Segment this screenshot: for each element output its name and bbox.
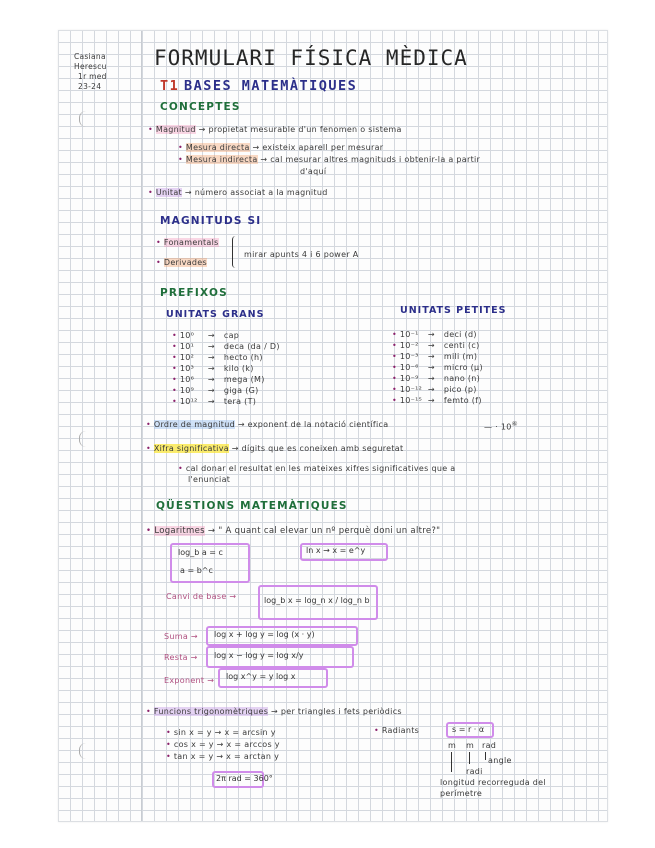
prefix-power: 10⁻⁹ <box>399 374 419 383</box>
perimetre-label: perímetre <box>440 789 483 798</box>
bullet-mark: • <box>392 385 400 394</box>
bullet-mark: • <box>392 374 400 383</box>
arrow-mark: → <box>207 386 215 395</box>
bullet-mark: • <box>172 342 180 351</box>
logaritmes-term: Logaritmes <box>154 526 205 536</box>
prefix-power: 10⁻¹² <box>399 385 423 394</box>
radiants-formula: s = r · α <box>452 725 485 734</box>
margin-line <box>141 31 142 821</box>
arrow-mark: → <box>427 352 435 361</box>
bullet-mark: • <box>172 386 180 395</box>
suma-formula: log x + log y = log (x · y) <box>214 630 315 639</box>
mesura-indirecta-term: Mesura indirecta <box>185 155 258 164</box>
canvi-base-formula: log_b x = log_n x / log_n b <box>264 596 370 605</box>
ordre-def: → exponent de la notació científica <box>237 420 389 429</box>
mesura-indirecta-def: → cal mesurar altres magnituds i obtenir-la a partir <box>260 155 481 164</box>
prefix-row <box>392 396 482 405</box>
logaritmes-item: • Logaritmes → " A quant cal elevar un nº perquè doni un altre?" <box>146 526 441 536</box>
canvi-base-label: Canvi de base → <box>166 592 237 601</box>
magnitud-si-derivades: • Derivades <box>156 258 207 267</box>
bullet-mark: • <box>172 397 180 406</box>
arrow-mark: → <box>207 375 215 384</box>
trig-row: • cos x = y → x = arccos y <box>166 740 280 749</box>
bullet-mark: • <box>392 330 400 339</box>
ordre-term: Ordre de magnitud <box>153 420 235 429</box>
prefix-row <box>172 342 280 351</box>
prefix-name: tera (T) <box>223 397 257 406</box>
bullet-mark: • <box>172 331 180 340</box>
radiants-item: • Radiants <box>374 726 420 735</box>
prefix-row <box>172 364 254 373</box>
magnituds-si-note: mirar apunts 4 i 6 power A <box>244 250 359 259</box>
arrow-mark: → <box>207 331 215 340</box>
arrow-up-mark <box>469 752 470 764</box>
unitat-term: Unitat <box>155 188 182 197</box>
prefix-row <box>172 331 239 340</box>
prefix-row <box>172 375 265 384</box>
trig-term: Funcions trigonomètriques <box>153 707 269 716</box>
prefix-row <box>172 386 259 395</box>
conceptes-heading: CONCEPTES <box>160 101 241 113</box>
binder-hole-mark <box>79 111 86 127</box>
prefix-name: mega (M) <box>223 375 265 384</box>
prefix-power: 10¹ <box>179 342 195 351</box>
bullet-mark: • <box>172 364 180 373</box>
xifra-term: Xifra significativa <box>153 444 229 453</box>
arrow-mark: → <box>427 363 435 372</box>
unitat-def: → número associat a la magnitud <box>184 188 328 197</box>
trig-item: • Funcions trigonomètriques → per triangles i fets periòdics <box>146 707 402 716</box>
prefix-row <box>392 352 477 361</box>
author-surname: Herescu <box>74 62 107 71</box>
radiants-unit: m <box>466 741 475 750</box>
arrow-mark: → <box>427 385 435 394</box>
magnituds-si-heading: MAGNITUDS SI <box>160 215 262 227</box>
radiants-unit: m <box>448 741 457 750</box>
brace-mark <box>232 236 239 268</box>
prefix-power: 10³ <box>179 364 195 373</box>
page-title: FORMULARI FÍSICA MÈDICA <box>154 46 468 70</box>
prefix-row <box>392 374 480 383</box>
prefix-name: centi (c) <box>443 341 480 350</box>
unit-number: T1 <box>160 78 180 94</box>
questions-heading: QÜESTIONS MATEMÀTIQUES <box>156 500 348 512</box>
bullet-mark: • <box>392 363 400 372</box>
mesura-indirecta-item: • Mesura indirecta → cal mesurar altres magnituds i obtenir-la a partir <box>178 155 481 164</box>
prefix-power: 10⁶ <box>179 375 195 384</box>
mesura-directa-def: → existeix aparell per mesurar <box>252 143 384 152</box>
prefix-row <box>392 330 477 339</box>
xifra-item: • Xifra significativa → dígits que es coneixen amb seguretat <box>146 444 404 453</box>
bullet-mark: • <box>172 375 180 384</box>
mesura-directa-term: Mesura directa <box>185 143 250 152</box>
unitats-grans-heading: UNITATS GRANS <box>166 309 265 320</box>
log-formula-2: a = b^c <box>180 566 213 575</box>
ordre-formula: — · 10⑥ <box>484 420 518 432</box>
ln-formula: ln x → x = e^y <box>306 546 366 555</box>
arrow-up-mark <box>451 752 452 772</box>
author-year: 23-24 <box>78 82 102 91</box>
prefix-row <box>172 397 256 406</box>
prefixos-heading: PREFIXOS <box>160 287 228 299</box>
suma-label: Suma → <box>164 632 198 641</box>
prefix-row <box>392 363 483 372</box>
resta-label: Resta → <box>164 653 198 662</box>
exponent-label: Exponent → <box>164 676 215 685</box>
ordre-item: • Ordre de magnitud → exponent de la notació científica <box>146 420 389 429</box>
arrow-mark: → <box>207 364 215 373</box>
prefix-power: 10⁹ <box>179 386 195 395</box>
bullet-mark: • <box>172 353 180 362</box>
arrow-mark: → <box>427 396 435 405</box>
binder-hole-mark <box>79 743 86 759</box>
prefix-name: kilo (k) <box>223 364 254 373</box>
xifra-note-2: l'enunciat <box>188 475 231 484</box>
prefix-power: 10⁻¹ <box>399 330 419 339</box>
prefix-name: mili (m) <box>443 352 478 361</box>
prefix-name: femto (f) <box>443 396 482 405</box>
author-name: Casiana <box>74 52 106 61</box>
trig-def: → per triangles i fets periòdics <box>271 707 402 716</box>
prefix-name: cap <box>223 331 240 340</box>
unitats-petites-heading: UNITATS PETITES <box>400 305 507 316</box>
arrow-mark: → <box>427 374 435 383</box>
prefix-name: deca (da / D) <box>223 342 280 351</box>
prefix-name: deci (d) <box>443 330 477 339</box>
prefix-name: nano (n) <box>443 374 481 383</box>
prefix-power: 10⁻³ <box>399 352 419 361</box>
prefix-name: pico (p) <box>443 385 477 394</box>
author-course: 1r med <box>78 72 107 81</box>
prefix-power: 10⁰ <box>179 331 195 340</box>
magnitud-def: → propietat mesurable d'un fenomen o sistema <box>198 125 402 134</box>
magnitud-item: • Magnitud → propietat mesurable d'un fenomen o sistema <box>148 125 402 134</box>
binder-hole-mark <box>79 431 86 447</box>
resta-formula: log x − log y = log x/y <box>214 651 304 660</box>
prefix-power: 10⁻⁶ <box>399 363 419 372</box>
angle-label: angle <box>488 756 512 765</box>
unitat-item: • Unitat → número associat a la magnitud <box>148 188 328 197</box>
radi-label: radi <box>466 767 483 776</box>
prefix-name: micro (μ) <box>443 363 483 372</box>
magnitud-si-fonamentals: • Fonamentals <box>156 238 219 247</box>
bullet-mark: • <box>392 396 400 405</box>
xifra-note: • cal donar el resultat en les mateixes xifres significatives que a <box>178 464 456 473</box>
prefix-row <box>392 341 480 350</box>
prefix-power: 10² <box>179 353 195 362</box>
arrow-mark: → <box>207 353 215 362</box>
arrow-mark: → <box>207 342 215 351</box>
longitud-label: longitud recorreguda del <box>440 778 546 787</box>
arrow-up-mark <box>485 752 486 760</box>
mesura-indirecta-def2: d'aquí <box>300 167 327 176</box>
bullet-mark: • <box>392 352 400 361</box>
prefix-power: 10¹² <box>179 397 198 406</box>
logaritmes-question: → " A quant cal elevar un nº perquè doni un altre?" <box>207 526 441 536</box>
prefix-power: 10⁻² <box>399 341 419 350</box>
arrow-mark: → <box>427 341 435 350</box>
arrow-mark: → <box>207 397 215 406</box>
exponent-formula: log x^y = y log x <box>226 672 296 681</box>
log-formula-1: log_b a = c <box>178 548 223 557</box>
prefix-power: 10⁻¹⁵ <box>399 396 423 405</box>
unit-title: BASES MATEMÀTIQUES <box>184 78 358 94</box>
mesura-directa-item: • Mesura directa → existeix aparell per mesurar <box>178 143 384 152</box>
prefix-row <box>172 353 263 362</box>
trig-row: • tan x = y → x = arctan y <box>166 752 280 761</box>
magnitud-term: Magnitud <box>155 125 196 134</box>
radiants-unit: rad <box>482 741 497 750</box>
rad-eq: 2π rad = 360° <box>216 774 273 783</box>
prefix-row <box>392 385 477 394</box>
trig-row: • sin x = y → x = arcsin y <box>166 728 276 737</box>
prefix-name: giga (G) <box>223 386 259 395</box>
arrow-mark: → <box>427 330 435 339</box>
xifra-def: → dígits que es coneixen amb seguretat <box>231 444 404 453</box>
prefix-name: hecto (h) <box>223 353 263 362</box>
bullet-mark: • <box>392 341 400 350</box>
